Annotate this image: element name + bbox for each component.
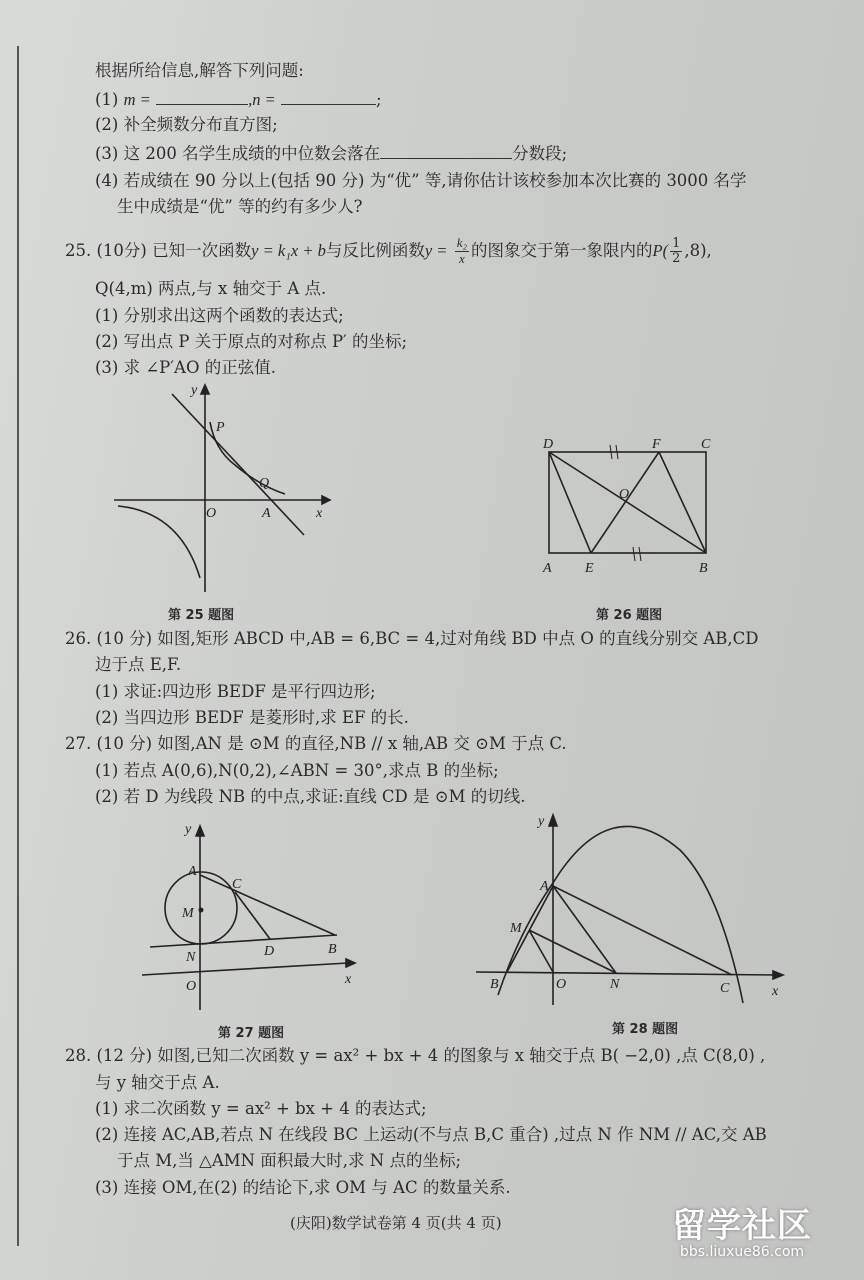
label-y: y [191,383,198,398]
label-x: x [772,984,779,999]
figure-28 [470,810,800,1015]
q28-sub1: (1) 求二次函数 y = ax² + bx + 4 的表达式; [95,1099,427,1118]
label-n: N [610,977,620,992]
q27-sub1: (1) 若点 A(0,6),N(0,2),∠ABN = 30°,求点 B 的坐标; [95,761,499,780]
label-c: C [720,981,730,996]
label-o: O [186,979,197,994]
label-q: Q [259,476,270,491]
label-d: D [543,437,554,452]
label-a: A [543,561,552,576]
tick-mark [639,547,641,561]
figure-26 [535,430,725,580]
answer-blank-median[interactable] [380,142,512,159]
segment-ef [591,452,659,553]
q28-stem-line2: 与 y 轴交于点 A. [95,1073,220,1092]
label-p: P [216,420,225,435]
label-b: B [699,561,708,576]
x-axis [142,963,348,975]
q27-stem: 27. (10 分) 如图,AN 是 ⊙M 的直径,NB // x 轴,AB 交 ⊙M 于点 C. [65,734,567,753]
label-d: D [264,944,275,959]
label-m: M [182,906,194,921]
q27-sub2: (2) 若 D 为线段 NB 的中点,求证:直线 CD 是 ⊙M 的切线. [95,787,526,806]
fraction-one-half: $\frac{1}{2}$ [672,236,681,266]
label-f: F [652,437,661,452]
label-x: x [316,506,323,521]
q26-stem-line2: 边于点 E,F. [95,655,182,674]
x-axis-arrow-icon [773,971,783,979]
x-axis-arrow-icon [346,959,355,967]
intro-q4-line1: (4) 若成绩在 90 分以上(包括 90 分) 为“优” 等,请你估计该校参加本次比赛的 3000 名学 [95,171,747,190]
label-m: M [510,921,522,936]
watermark-url: bbs.liuxue86.com [679,1244,805,1260]
line-nb [150,935,337,947]
intro-q2: (2) 补全频数分布直方图; [95,115,278,134]
segment-an [553,886,616,973]
q28-stem-line1: 28. (12 分) 如图,已知二次函数 y = ax² + bx + 4 的图象与 x 轴交于点 B( −2,0) ,点 C(8,0) , [65,1046,766,1065]
watermark-title: 留学社区 [672,1206,812,1246]
label-y: y [538,814,545,829]
intro-q1: (1) m = ,n = ; [95,90,382,109]
figure-27-caption: 第 27 题图 [218,1026,285,1041]
figure-25-caption: 第 25 题图 [168,608,235,623]
label-o: O [556,977,567,992]
label-a: A [540,879,549,894]
center-point-m [199,908,204,913]
fraction-k2-over-x: $\frac{\text{k₂}}{x}$ [456,235,467,266]
q28-sub2-line2: 于点 M,当 △AMN 面积最大时,求 N 点的坐标; [117,1151,462,1170]
label-b: B [490,977,499,992]
x-axis-arrow-icon [322,496,330,504]
intro-q4-line2: 生中成绩是“优” 等的约有多少人? [117,197,363,216]
intro-q3: (3) 这 200 名学生成绩的中位数会落在 分数段; [95,144,568,163]
label-e: E [585,561,594,576]
watermark [672,1208,812,1260]
q26-sub1: (1) 求证:四边形 BEDF 是平行四边形; [95,682,376,701]
label-c: C [701,437,711,452]
y-axis-arrow-icon [201,385,209,394]
y-axis-arrow-icon [196,826,204,836]
figure-26-caption: 第 26 题图 [596,608,663,623]
answer-blank-n[interactable] [281,88,376,105]
figure-25 [100,380,360,600]
tick-mark [633,547,635,561]
linear-function-line [172,394,304,535]
segment-ac [553,886,732,975]
label-a: A [188,864,197,879]
margin-rule [17,46,19,1246]
hyperbola-branch-third-quadrant [118,506,200,578]
q26-stem-line1: 26. (10 分) 如图,矩形 ABCD 中,AB = 6,BC = 4,过对角线 BD 中点 O 的直线分别交 AB,CD [65,629,759,648]
figure-27 [140,820,370,1020]
label-y: y [185,822,192,837]
label-o: O [619,487,630,502]
label-o: O [206,506,217,521]
label-c: C [232,877,242,892]
y-axis-arrow-icon [549,815,557,826]
label-n: N [186,950,196,965]
segment-de [549,452,591,553]
parabola [498,826,743,1003]
answer-blank-m[interactable] [156,88,248,105]
q25-stem-line1: 25. (10分) 已知一次函数y = k₁x + b与反比例函数y = $\frac{\text{k₂}}{x}$ 的图象交于第一象限内的P( $\frac{1}{2}$ ,8), [65,235,712,266]
q25-sub1: (1) 分别求出这两个函数的表达式; [95,306,344,325]
page-footer: (庆阳)数学试卷第 4 页(共 4 页) [290,1214,502,1232]
figure-28-caption: 第 28 题图 [612,1022,679,1037]
q25-stem-line2: Q(4,m) 两点,与 x 轴交于 A 点. [95,279,327,298]
q26-sub2: (2) 当四边形 BEDF 是菱形时,求 EF 的长. [95,708,409,727]
label-a: A [262,506,271,521]
segment-ab [200,875,335,935]
q25-sub2: (2) 写出点 P 关于原点的对称点 P′ 的坐标; [95,332,408,351]
label-b: B [328,942,337,957]
intro-heading: 根据所给信息,解答下列问题: [95,61,304,80]
label-x: x [345,972,352,987]
q25-sub3: (3) 求 ∠P′AO 的正弦值. [95,358,276,377]
q28-sub2-line1: (2) 连接 AC,AB,若点 N 在线段 BC 上运动(不与点 B,C 重合) ,过点 N 作 NM // AC,交 AB [95,1125,767,1144]
q28-sub3: (3) 连接 OM,在(2) 的结论下,求 OM 与 AC 的数量关系. [95,1178,511,1197]
